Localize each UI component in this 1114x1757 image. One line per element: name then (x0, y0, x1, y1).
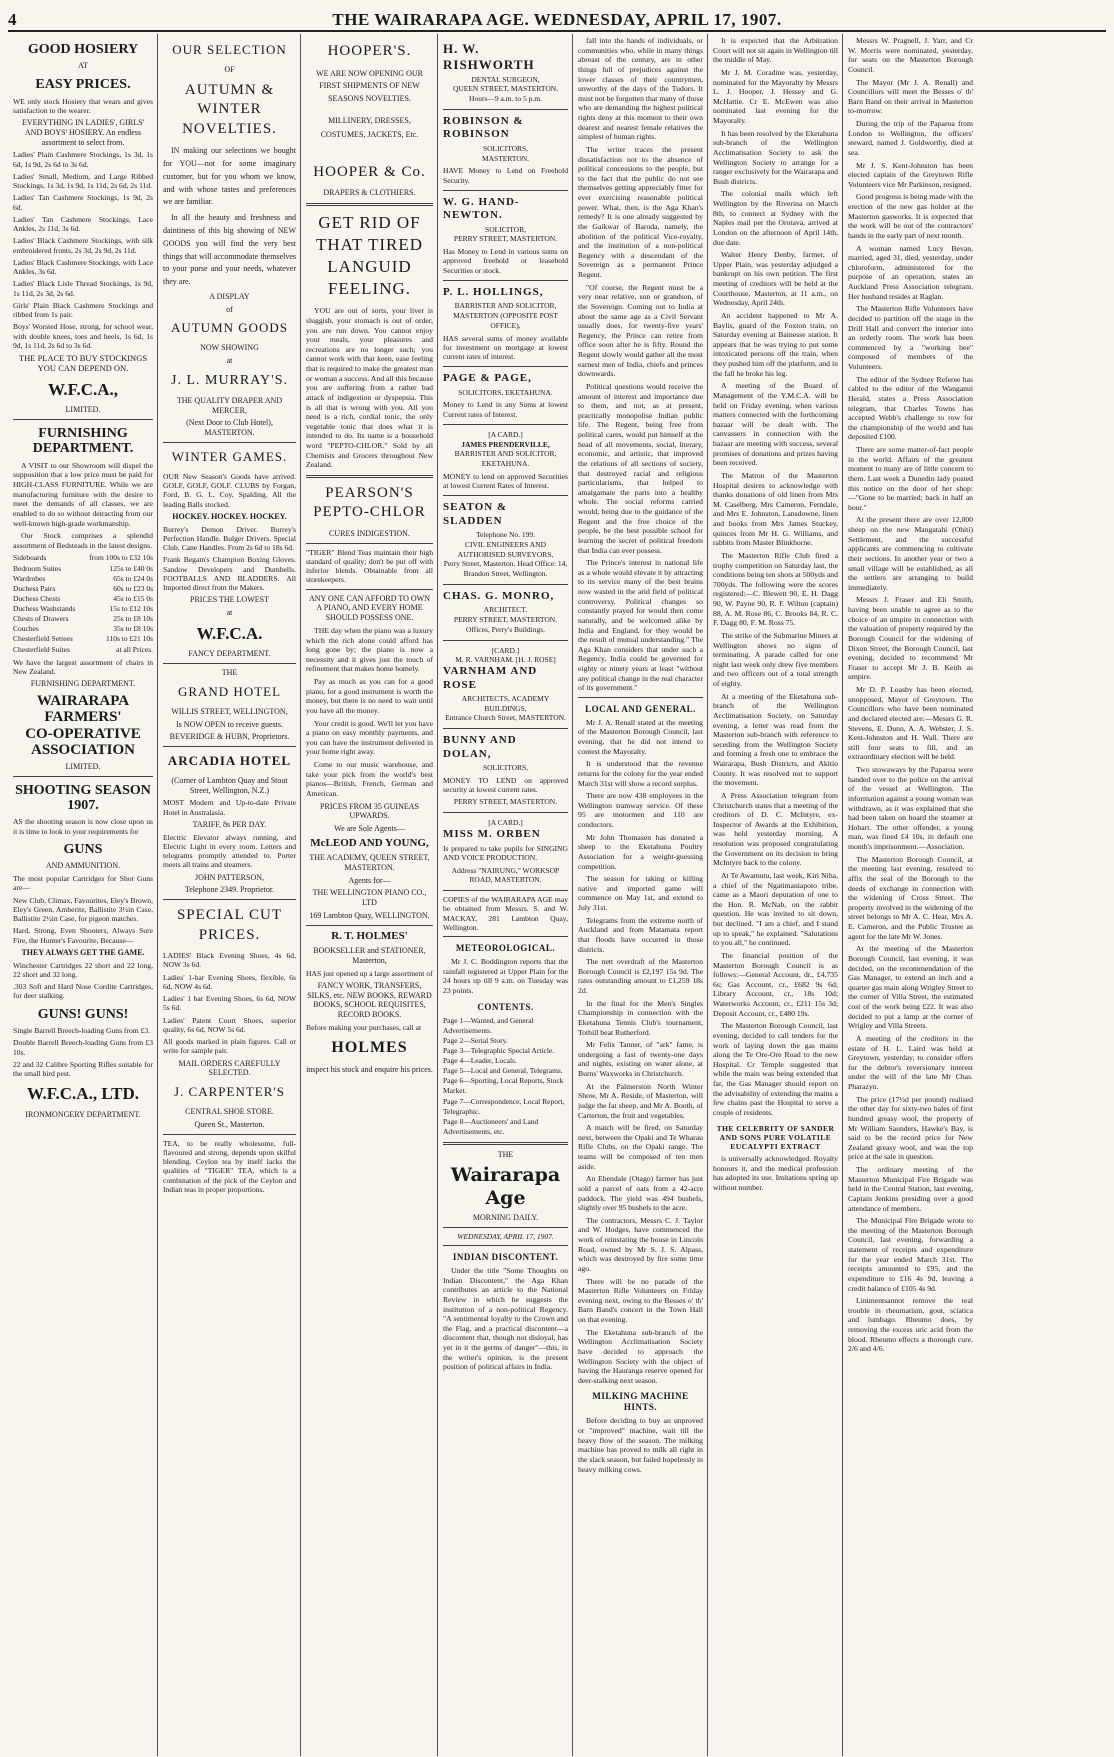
hosiery-list (13, 150, 153, 350)
arcadia-telephone: Telephone 2349. Proprietor. (184, 885, 275, 895)
ammunition-heading: AND AMMUNITION. (45, 861, 121, 871)
local-item: Mr D. P. Loasby has been elected, unopposed, Mayor of Greytown. The Councillors who have been nominated and declared elected are:—Messrs G. R. Stevens, E. Dunn, A. A. Webster, J. S. Kent-Johnston and H. Wall. There are still four seats to fill, and an extraordinary election will be held. (848, 685, 973, 762)
local-item: An accident happened to Mr A. Baylis, guard of the Foxton train, on Saturday evening at Bainesse station. It appears that he was trying to put some intoxicated persons off the train, when they pushed him off the platform, and in the fall he broke his leg. (713, 310, 838, 378)
piano-text-1: THE day when the piano was a luxury which the rich alone could afford has long gone by; the piano is now a necessity and it gives just the touch of refinement that makes home homely. (306, 625, 433, 674)
hosiery-sub: EVERYTHING IN LADIES', GIRLS' AND BOYS' HOSIERY. An endless assortment to select from. (22, 118, 144, 147)
coop-line-1: WAIRARAPA (36, 692, 130, 709)
divider (443, 584, 568, 585)
special-cut-heading: SPECIAL CUT PRICES. (176, 907, 283, 943)
hockey-heading: HOCKEY. HOCKEY. HOCKEY. (172, 511, 287, 521)
price-row: Duchess Pairs 60s to £23 0s (13, 583, 153, 593)
shooting-text-2: The most popular Cartridges for Shot Guns are— (13, 874, 153, 893)
academy-address: THE ACADEMY, QUEEN STREET, MASTERTON. (309, 853, 430, 872)
football-text: Frank Begam's Champion Boxing Gloves. Sandow Developers and Dumbells. FOOTBALLS AND BLADDERS. All Imported direct from the Makers. (163, 555, 296, 593)
holmes-text-3: inspect his stock and enquire his prices. (306, 1064, 433, 1074)
rishworth-card: H. W. RISHWORTH DENTAL SURGEON, QUEEN STREET, MASTERTON. Hours—9 a.m. to 5 p.m. (443, 41, 568, 104)
price-row: Chesterfield Suites at all Prices. (13, 644, 153, 654)
winter-games-heading: WINTER GAMES. (171, 448, 288, 464)
selection-of: OF (224, 64, 235, 74)
prenderville-card: [A CARD.] JAMES PRENDERVILLE, BARRISTER AND SOLICITOR, EKETAHUNA. MONEY to lend on approved Securities at lowest Current Rates of Interest. (443, 429, 568, 491)
local-item: Linimentsannot remove the real trouble in rheumatism, gout, sciatica and lumbago. Rheumo does, by removing the excess uric acid from the blood. Rheumo effects a thorough cure. 2/6 and 4/6. (848, 1296, 973, 1354)
guns-heading: GUNS (63, 841, 103, 857)
monro-card: CHAS. G. MONRO, ARCHITECT. PERRY STREET, MASTERTON. Offices, Perry's Buildings. (443, 589, 558, 634)
copies-notice: COPIES of the WAIRARAPA AGE may be obtained from Messrs. S. and W. MACKAY, 281 Lambton Quay, Wellington. (443, 895, 568, 932)
showing-at: at (226, 356, 233, 366)
price-row: Chests of Drawers 25s to £8 10s (13, 614, 153, 624)
cut-price-item: Ladies' 1-bar Evening Shoes, flexible, 6s 6d, NOW 4s 6d. (163, 972, 296, 991)
pearson-heading: PEARSON'S PEPTO-CHLOR (313, 484, 426, 521)
coop-line-4: ASSOCIATION (31, 742, 135, 759)
divider (306, 589, 433, 590)
divider (163, 442, 296, 443)
local-item: A meeting of the Board of Management of the Y.M.C.A. will be held on Friday evening, when various matters connected with the forthcoming bazaar will be dealt with. The canvassers in connection with the bazaar are meeting with success, several promises of donations and prizes having been received. (713, 381, 838, 468)
local-item: It has been resolved by the Eketahuna sub-branch of the Wellington Acclimatisation Society to ask the Wellington Society to arrange for a ranger exclusively for the Wairarapa and Bush districts. (713, 128, 838, 186)
newton-card: W. G. HAND-NEWTON. SOLICITOR, PERRY STREET, MASTERTON. Has Money to Lend in various sums on approved freehold or leasehold Securities or stock. (443, 195, 568, 275)
local-item: Telegrams from the extreme north of Auckland and from Matamata report that floods have occurred in those districts. (578, 915, 703, 954)
coop-line-2: FARMERS' (44, 709, 122, 726)
local-item: At the meeting of the Masterton Borough Council, last evening, it was decided, on the recommendation of the Gas Manager, to extend an inch and a quarter gas main along Wrigley Street to the corner of Villa Street, the estimated cost of the work being £22. It was also decided to put a lamp at the corner of Wrigley and Villa Streets. (848, 944, 973, 1031)
always-get-game: THEY ALWAYS GET THE GAME. (21, 947, 145, 957)
furnishing-title: FURNISHING DEPARTMENT. (32, 426, 134, 457)
fancy-department: FANCY DEPARTMENT. (188, 649, 271, 659)
local-item: The financial position of the Masterton Borough Council is as follows:—General Account, dr., £4,735 6s; Gas Account, cr., £682 9s 6d; Library Account, cr., 18s 10d; Waterworks Account, cr., £211 15s 3d; Deposit Account, cr., £480 19s. (713, 950, 838, 1018)
local-item: The nett overdraft of the Masterton Borough Council is £2,197 15s 9d. The rates outstanding amount to £1,259 18s 2d. (578, 957, 703, 996)
local-item: The ordinary meeting of the Masterton Municipal Fire Brigade was held in the Central Station, last evening, Captain Jenkins presiding over a good attendance of members. (848, 1165, 973, 1213)
price-row: Sideboards from 100s to £32 10s (13, 553, 153, 563)
issue-date: WEDNESDAY, APRIL 17, 1907. (457, 1231, 554, 1241)
murray-heading: J. L. MURRAY'S. (171, 372, 288, 388)
carpenter-heading: J. CARPENTER'S (174, 1084, 285, 1100)
selection-text-2: In all the beauty and freshness and daintiness of this big showing of NEW GOODS you will find the very best things that will accommodate themselves to your purse and your needs, whatever they are. (163, 213, 296, 287)
varnham-card: [CARD.] M. R. VARNHAM. [H. J. ROSE] VARNHAM AND ROSE ARCHITECTS, ACADEMY BUILDINGS, Entrance Church Street, MASTERTON. (443, 645, 566, 723)
local-item: It is expected that the Arbitration Court will not sit again in Wellington till the middle of May. (713, 36, 839, 65)
display-of: of (226, 304, 233, 314)
murray-address: (Next Door to Club Hotel), MASTERTON. (186, 418, 273, 438)
sander-heading: THE CELEBRITY OF SANDER AND SONS PURE VOLATILE EUCALYPTI EXTRACT (716, 1123, 835, 1151)
cut-price-item: Ladies' 1 bar Evening Shoes, 6s 6d, NOW 5s 6d. (163, 994, 296, 1013)
furnishing-text-2: Our Stock comprises a splendid assortment of Bedsteads in the latest designs. (13, 531, 153, 550)
local-item: The Masterton Borough Council, last evening, decided to call tenders for the work of laying down the gas mains along the Te Ore-Ore Road to the new Hospital. Cr Temple suggested that while the main was being extended that far, the Gas Manager should report on the advisability of extending the mains a few chains past the Hospital to serve a couple of residents. (713, 1021, 838, 1117)
piano-text-3: Your credit is good. We'll let you have a piano on easy monthly payments, and you can have the instrument delivered in your home right away. (306, 718, 433, 757)
local-item: It is understood that the revenue returns for the colony for the year ended March 31st will show a record surplus. (578, 759, 703, 788)
divider (443, 190, 568, 191)
list-item: Page 6—Sporting, Local Reports, Stock Market. (443, 1076, 564, 1096)
milking-text: Before deciding to buy an unproved or "improved" machine, wait till the heavy flow of the season. The milking machine has proved to milk all right in the slack season, but failed hopelessly in heavy milking cows. (578, 1416, 703, 1474)
shooting-text-5: Winchester Cartridges 22 short and 22 long, 22 short and 32 long. (13, 960, 153, 979)
divider (443, 812, 568, 813)
price-row: Bedroom Suites 125s to £40 0s (13, 563, 153, 573)
divider (306, 203, 433, 206)
cut-price-item: Ladies' Patent Court Shoes, superior quality, 6s 6d, NOW 5s 6d. (163, 1015, 296, 1034)
price-row: Couches 35s to £8 10s (13, 624, 153, 634)
selection-heading: OUR SELECTION (172, 42, 287, 57)
prices-lowest: PRICES THE LOWEST (190, 595, 269, 605)
now-showing: NOW SHOWING (200, 343, 259, 353)
article-paragraph: The Prince's interest in national life as a whole would elevate it by attracting to its service many of the best brains now wasted in the arid field of political controversy. Political changes so constantly prayed for would then come naturally, and be welcomed alike by India and England, for they would be the result of mutual understanding." The Aga Khan considers that under such a Regency, India could be governed for eighty or ninety years at least "without any political change in the real character of its government." (578, 558, 703, 693)
list-item: Ladies' Black Cashmere Stockings, with Lace Ankles, 3s 6d. (13, 257, 153, 277)
tea-text: TEA, to be really wholesome, full-flavoured and strong, depends upon skilful blending. Ceylon tea by itself lacks the qualities of "TIGER" TEA, which is a combination of the pick of the Ceylon and Indian teas in proper proportions. (163, 1138, 296, 1194)
article-paragraph: Political questions would receive the amount of interest and importance due to them, and not, as at present, practically monopolise Indian public life. The Regent, being free from political cares, would put himself at the head of all movements, social, literary, economic, and artistic, that improved the relations of all sections of society, that destroyed racial and religious particularisms, that helped to amalgamate the parts into a healthy whole. The social reforms carried would, being due to the guidance of the Regent and the free choice of the people, be the best possible school for learning the secret of political freedom that India can ever possess. (578, 381, 703, 555)
article-paragraph: The writer traces the present dissatisfaction not to the absence of political concessions to the people, but to the fact that the public do not see themselves getting appreciably fitter for ever exercising reasonable political power. What, then, is the Aga Khan's remedy? It is one already suggested by the Gaikwar of Baroda, namely, the abolition of the political Vice-royalty, and the institution of a non-political Regency with a descendant of the Sovereign as a permanent Prince Regent. (578, 144, 703, 279)
column-5 (573, 34, 708, 1756)
local-general-heading: LOCAL AND GENERAL. (585, 703, 696, 714)
local-item: The Masterton Rifle Volunteers have decided to partition off the stage in the Drill Hall and convert the interior into an orderly room. The work has been commenced by a "working bee" composed of members of the Volunteers. (848, 304, 973, 371)
list-item: Page 2—Serial Story. (443, 1035, 508, 1045)
list-item: Ladies' Plain Cashmere Stockings, 1s 3d, 1s 6d, 1s 9d, 2s 6d to 3s 6d. (13, 150, 153, 169)
list-item: Page 8—Auctioneers' and Land Advertisements, etc. (443, 1116, 539, 1136)
divider (443, 1245, 568, 1246)
leader-text: Under the title "Some Thoughts on Indian Discontent," the Aga Khan contributes an article to the National Review in which he suggests the institution of a non-political Regency. "A sentimental loyalty to the Crown and the Flag, and a practical discontent—a discontent that, though not disloyal, has yet in it the germs of danger"—this, in the writer's opinion, is the present position of political affairs in India. (443, 1266, 568, 1372)
local-item: The colonial mails which left Wellington by the Riverina on March 8th, to connect at Sydney with the Naples mail per the Orotava, arrived at London on the afternoon of April 14th, due date. (713, 189, 838, 247)
guns-text-3: 22 and 32 Calibre Sporting Rifles suitable for the small bird pest. (13, 1059, 153, 1079)
rishworth-name: H. W. RISHWORTH (443, 41, 535, 72)
divider (443, 728, 568, 729)
holmes-text-2: Before making your purchases, call at (306, 1022, 422, 1032)
piano-heading: ANY ONE CAN AFFORD TO OWN A PIANO, AND EVERY HOME SHOULD POSSESS ONE. (309, 593, 430, 623)
local-item: Mr J. S. Kent-Johnston has been elected captain of the Greytown Rifle Volunteers vice Mr Parkinson, resigned. (848, 160, 973, 189)
bunny-card: BUNNY AND DOLAN, SOLICITORS, MONEY TO LEND on approved security at lowest current rates. PERRY STREET, MASTERTON. (443, 734, 568, 807)
carpenter-address: Queen St., Masterton. (194, 1119, 265, 1129)
columns (8, 34, 1106, 1756)
local-item: The editor of the Sydney Referee has cabled to the editor of the Wanganui Herald, states a Press Association telegram, that Charles Towns has accepted Webb's challenge to row for the championship of the world and has deposited £100. (848, 374, 973, 442)
price-row: Duchess Chests 45s to £15 0s (13, 593, 153, 603)
divider (163, 663, 296, 664)
hollings-card: P. L. HOLLINGS, BARRISTER AND SOLICITOR, MASTERTON (OPPOSITE POST OFFICE), HAS several sums of money available for investment on mortgage at lowest current rates of interest. (443, 285, 568, 361)
list-item: Page 7—Correspondence, Local Report, Telegraphic. (443, 1096, 565, 1116)
page-number: 4 (8, 10, 17, 29)
milking-heading: MILKING MACHINE HINTS. (592, 1391, 689, 1413)
sander-text: is universally acknowledged. Royalty honours it, and the medical profession has adopted its use. Imitations spring up without number. (713, 1153, 838, 1192)
mcleod-heading: McLEOD AND YOUNG, (310, 836, 429, 849)
agents-for: Agents for— (348, 875, 391, 885)
orben-card: [A CARD.] MISS M. ORBEN Is prepared to take pupils for SINGING AND VOICE PRODUCTION. Address "NAIRUNG," WORKSOP ROAD, MASTERTON. (443, 818, 568, 885)
prices-from: PRICES FROM 35 GUINEAS UPWARDS. (320, 801, 419, 821)
hosiery-tagline: THE PLACE TO BUY STOCKINGS YOU CAN DEPEND ON. (18, 353, 148, 374)
local-item: There will be no parade of the Masterton Rifle Volunteers on Friday evening next, owing to the Besses o' th' Barn Band's concert in the Town Hall on that evening. (578, 1276, 703, 1325)
local-item: Good progress is being made with the erection of the new gas holder at the Masterton gasworks. It is expected that the work will be out of the contractors' hands in the early part of next month. (848, 192, 973, 240)
local-item: Two stowaways by the Paparoa were handed over to the police on the arrival of the vessel at Wellington. The information against a young woman was withdrawn, as it was explained that she had been taken on board the steamer at Hobart. The other offender, a young man, was fined £4 10s, in default one month's imprisonment.—Association. (848, 765, 973, 851)
local-item: Mr J. M. Coradine was, yesterday, nominated for the Mayoralty by Messrs L. J. Hooper, J. Hessey and G. McHattie. Cr E. McEwen was also nominated last evening for the Mayoralty. (713, 67, 838, 125)
guns-text-2: Double Barrell Breech-loading Guns from £3 10s. (13, 1038, 153, 1057)
hoopers-list: MILLINERY, DRESSES, COSTUMES, JACKETS, Etc. (320, 115, 419, 140)
list-item: Page 3—Telegraphic Special Article. (443, 1045, 555, 1055)
list-item: Girls' Plain Black Cashmere Stockings and ribbed from 1s pair. (13, 300, 153, 320)
holmes-sub: BOOKSELLER and STATIONER, Masterton, (313, 946, 426, 965)
guns-text-1: Single Barrell Breech-loading Guns from £3. (13, 1026, 151, 1036)
cut-price-item: LADIES' Black Evening Shoes, 4s 6d, NOW 3s 6d. (163, 951, 296, 970)
grand-open: Is NOW OPEN to receive guests. (176, 719, 283, 729)
local-item: Mr J. A. Renall stated at the meeting of the Masterton Borough Council, last evening, that he did not intend to contest the Mayoralty. (578, 717, 703, 756)
cut-price-note: All goods marked in plain figures. Call or write for sample pair. (163, 1037, 296, 1056)
divider (306, 543, 433, 544)
list-item: Page 5—Local and General, Telegrams. (443, 1066, 563, 1076)
hoopers-text: WE ARE NOW OPENING OUR FIRST SHIPMENTS OF NEW SEASONS NOVELTIES. (316, 68, 423, 104)
local-item: A Press Association telegram from Christchurch states that a meeting of the creditors of D. C. McIntyre, ex-Inspector of Awards at the Exhibition, was held yesterday morning. A resolution was proposed congratulating the Government on its decision to bring McIntyre back to the colony. (713, 790, 838, 868)
hosiery-title: GOOD HOSIERY (27, 42, 139, 57)
list-item: Page 1—Wanted, and General Advertisements. (443, 1015, 534, 1035)
divider (443, 1227, 568, 1228)
local-item: Mr John Thomasen has donated a sheep to the Eketahuna Poultry Association for a weight-guessing competition. (578, 832, 703, 871)
local-item: There are some matter-of-fact people in the world. Affairs of the greatest moment to many are of little concern to them. Last week a Dunedin lady posted this notice on the door of her shop:—"Gone to be married; back in half an hour." (848, 445, 973, 512)
local-item: A woman named Lucy Bevan, married, aged 31, died, yesterday, under chloroform, administered for the purpose of an operation, states an Auckland Press Association telegram. Her husband resides at Raglan. (848, 243, 973, 301)
arcadia-heading: ARCADIA HOTEL (167, 753, 292, 769)
contents-list (443, 1016, 568, 1138)
local-item: The Municipal Fire Brigade wrote to the meeting of the Masterton Borough Council, last evening, forwarding a statement of receipts and expenditure for the year ended March 31st. The receipts amounted to £95, and the expenditure to £16 4s 9d, leaving a credit balance of £105 4s 9d. (848, 1216, 973, 1293)
hooper-co-heading: HOOPER & Co. (313, 163, 426, 180)
list-item: Ladies' Tan Cashmere Stockings, Lace Ankles, 2s 11d, 3s 6d. (13, 214, 153, 234)
autumn-goods-heading: AUTUMN GOODS (170, 320, 289, 336)
local-item: A meeting of the creditors in the estate of H. L. Laird was held at Greytown, yesterday, to consider offers for the debtor's reversionary interest under the will of the late Mr Chas. Pharazyn. (848, 1033, 973, 1091)
drapers-clothiers: DRAPERS & CLOTHIERS. (323, 188, 416, 198)
list-item: Ladies' Tan Cashmere Stockings, 1s 9d, 2s 6d. (13, 193, 153, 212)
tired-text: YOU are out of sorts, your liver is sluggish, your stomach is out of order, you are run down. You cannot enjoy your meals, your pleasures and recreations are no longer such; you cannot work with that keen, ease feeling that is required to make the greatest man or woman a success. And all this because you are suffering from a rather bad attack of indigestion or dyspepsia. This is all that is wrong with you. All you need is a rich, cordial tonic, the only vegetable tonic that does what it is intended to do. Its name is a household word "PEPTO-CHLOR." Sold by all Chemists and Grocers throughout New Zealand. (306, 306, 433, 470)
piano-text-4: Come to our music warehouse, and take your pick from the world's best pianos—British, French, German and American. (306, 760, 433, 798)
local-item: The contractors, Messrs C. J. Taylor and W. Hodges, have commenced the work of reinstating the house in Lincoln Road, owned by Mr S. J. S. Alpass, which was destroyed by fire some time ago. (578, 1215, 703, 1273)
article-paragraph: fall into the hands of individuals, or communities who, while in many things abreast of the century, are in other things full of prejudices against the lower classes of their countrymen, unworthy of the days of the Tudors. It must not be forgotten that many of those who are demanding the highest political rights deny at this moment to their own dearest and nearest female relatives the simplest of human rights. (578, 36, 703, 142)
autumn-winter-heading: AUTUMN & WINTER NOVELTIES. (182, 81, 277, 137)
central-shoe-store: CENTRAL SHOE STORE. (185, 1107, 274, 1117)
arcadia-proprietor: JOHN PATTERSON, (194, 872, 265, 882)
cures-indigestion: CURES INDIGESTION. (329, 528, 410, 538)
divider (163, 746, 296, 747)
divider (13, 419, 153, 420)
local-item: The Masterton Borough Council, at the meeting last evening, resolved to affix the seal of the Borough to the deeds of exchange in connection with the widening of Cross Street. The property involved in the widening of the street belongs to Mr A. C. Hear, Mrs A. E. Cameron, and the Public Trustee as agent for the late Mr W. Jones. (848, 854, 973, 941)
display-heading: A DISPLAY (209, 291, 250, 301)
local-item: At the Palmerston North Winter Show, Mr A. Reside, of Masterton, will judge the fat sheep, and Mr A. Booth, of Carterton, the fruit and vegetables. (578, 1081, 703, 1120)
games-text: OUR New Season's Goods have arrived. GOLF, GOLF, GOLF. CLUBS by Forgan, Ford, B. G. I., Coy, Spalding. All the leading Balls stocked. (163, 471, 296, 509)
column-6 (708, 34, 843, 1756)
holmes-list: FANCY WORK, TRANSFERS, SILKS, etc. NEW BOOKS, REWARD BOOKS, SCHOOL REQUISITES, RECORD BOOKS. (307, 980, 432, 1020)
wfca-name: W.F.C.A., (47, 379, 119, 399)
robinson-card: ROBINSON & ROBINSON SOLICITORS, MASTERTON. HAVE Money to Lend on Freehold Security. (443, 114, 568, 185)
masthead (8, 6, 1106, 32)
shooting-text-6: .303 Soft and Hard Nose Cordite Cartridges, for deer stalking. (13, 982, 153, 1001)
list-item: Ladies' Small, Medium, and Large Ribbed Stockings, 1s 3d, 1s 9d, 1s 11d, 2s 6d, 2s 11d. (13, 171, 153, 191)
divider (443, 280, 568, 281)
column-4 (438, 34, 573, 1756)
local-item: At a meeting of the Eketahuna sub-branch of the Wellington Acclimatisation Society, on Saturday evening, a letter was read from the Masterton sub-branch with reference to seceding from the Wellington Society and forming a fresh one to embrace the Wairarapa, Bush Districts, and Akitio County. It was resolved not to support the movement. (713, 691, 838, 788)
ironmongery-dept: IRONMONGERY DEPARTMENT. (25, 1109, 141, 1119)
divider (443, 1142, 568, 1145)
wairarapa-age-masthead: Wairarapa Age (450, 1163, 561, 1210)
wfca-limited: LIMITED. (65, 405, 101, 415)
holmes-name: R. T. HOLMES' (331, 929, 408, 942)
divider (306, 475, 433, 478)
guns-guns-heading: GUNS! GUNS! (37, 1006, 129, 1022)
wfca-fancy-name: W.F.C.A. (196, 623, 263, 643)
hosiery-at: AT (78, 61, 88, 71)
arcadia-text: MOST Modern and Up-to-date Private Hotel in Australasia. (163, 798, 296, 817)
divider (13, 776, 153, 777)
leader-heading: INDIAN DISCONTENT. (452, 1252, 559, 1263)
local-item: In the final for the Men's Singles Championship in connection with the Eketahuna Tennis Club's tournament, Tothill beat Rutherford. (578, 998, 703, 1037)
divider (163, 899, 296, 900)
get-rid-heading: GET RID OF THAT TIRED LANGUID FEELING. (315, 212, 424, 299)
local-item: The Matron of the Masterton Hospital desires to acknowledge with thanks donations of old linen from Mrs M. Caselberg, Mrs Cameron, Ferndale, and Mrs E. Johnston, Lansdowne, linen and books from Mrs James Stuckey, quinces from Mr H. G. Williams, and rabbits from Master Blinkhorne. (713, 470, 838, 548)
seaton-card: SEATON & SLADDEN Telephone No. 199. CIVIL ENGINEERS AND AUTHORISED SURVEYORS, Perry Street, Masterton. Head Office: 14, Brandon Street, Wellington. (443, 501, 568, 579)
list-item: Page 4—Leader, Locals. (443, 1056, 517, 1066)
price-row: Chesterfield Settees 110s to £21 10s (13, 634, 153, 644)
furnishing-footer: We have the largest assortment of chairs in New Zealand. (13, 657, 153, 676)
hosiery-prices: EASY PRICES. (35, 77, 131, 93)
article-paragraph: "Of course, the Regent must be a very near relative, son or grandson, of the Sovereign. Coming out to India at about the same age as a Civil Servant usually does, for twenty-five years' Regency, the Prince can retire from office soon after he is fifty. Round the Regent slowly would gather all the most earnest men of India, chiefs and princes downwards. (578, 282, 703, 379)
local-item: At the present there are over 12,000 sheep on the new Mangatahi (Ohiti) Settlement, and the successful applicants are commencing to cultivate their sections. In another year or two a small village will be established, as all the settlers are arranging to build immediately. (848, 515, 973, 592)
furniture-price-list (13, 553, 153, 654)
shooting-title: SHOOTING SEASON 1907. (15, 782, 151, 814)
local-item: Messrs W. Pragnell, J. Yarr, and Cr W. Morris were nominated, yesterday, for seats on the Masterton Borough Council. (848, 36, 973, 74)
holmes-heading: HOLMES (331, 1039, 408, 1057)
local-item: There are now 438 employees in the Wellington tramway service. Of these 95 are motormen and 110 are conductors. (578, 791, 703, 830)
list-item: Ladies' Black Cashmere Stockings, with silk embroidered fronts, 2s 3d, 2s 9d, 2s 11d. (13, 236, 153, 255)
holmes-text: HAS just opened up a large assortment of (306, 968, 433, 978)
list-item: Ladies' Black Lisle Thread Stockings, 1s 9d, 1s 11d, 2s 3d, 2s 6d. (13, 279, 153, 298)
shooting-text: AS the shooting season is now close upon us it is time to look to your requirements for (13, 817, 153, 836)
divider (443, 366, 568, 367)
hosiery-intro: WE only stock Hosiery that wears and gives satisfaction to the wearer. (13, 96, 153, 115)
prices-at: at (226, 608, 233, 618)
tiger-tea-text: "TIGER" Blend Teas maintain their high standard of quality; don't be put off with inferior blends. Obtainable from all storekeepers. (306, 547, 433, 585)
column-2 (158, 34, 301, 1756)
arcadia-address: (Corner of Lambton Quay and Stout Street, Wellington, N.Z.) (171, 775, 288, 795)
grand-the: THE (221, 668, 238, 678)
furnishing-dept: FURNISHING DEPARTMENT. (30, 679, 136, 689)
morning-daily: MORNING DAILY. (472, 1213, 539, 1223)
divider (306, 925, 433, 926)
local-item: The Masterton Rifle Club fired a trophy competition on Saturday last, the conditions being ten shots at 500yds and 700yds. The following were the scores registered:—C. Blewett 90, E. H. Dagg 90, W. Payne 90, R. F. Wilton (captain) 88, A. M. Rose 86, C. Brooks 84, R. C. F. Dagg 80, F. M. Ross 75. (713, 550, 838, 628)
sole-agents: We are Sole Agents— (334, 824, 405, 834)
arcadia-tariff: TARIFF, 8s PER DAY. (192, 819, 267, 829)
masthead-the: THE (497, 1150, 514, 1160)
quality-draper: THE QUALITY DRAPER AND MERCER, (176, 395, 283, 415)
column-7 (843, 34, 978, 1756)
local-item: A match will be fired, on Saturday next, between the Opaki and Te Wharau Rifle Clubs, on the Opaki range. The teams will be composed of ten men aside. (578, 1123, 703, 1171)
grand-hotel-heading: GRAND HOTEL (177, 683, 282, 699)
hoopers-heading: HOOPER'S. (327, 43, 412, 59)
mail-orders: MAIL ORDERS CAREFULLY SELECTED. (178, 1058, 281, 1078)
divider (163, 1134, 296, 1135)
lambton-address: 169 Lambton Quay, WELLINGTON. (309, 910, 430, 920)
price-row: Duchess Washstands 15s to £12 10s (13, 604, 153, 614)
local-item: The strike of the Submarine Miners at Wellington shows no signs of terminating. A parade called for one night last week only drew five members and two officers out of a total strength of eighty. (713, 630, 838, 688)
local-item: The Mayor (Mr J. A. Renall) and Councillors will meet the Besses o' th' Barn Band on their arrival in Masterton to-morrow. (848, 77, 973, 116)
local-item: Walter Henry Denby, farmer, of Upper Plain, was yesterday adjudged a bankrupt on his own petition. The first meeting of creditors will be held at the Courthouse, Masterton, at 11 a.m., on Wednesday, April 24th. (713, 250, 838, 308)
piano-text-2: Pay as much as you can for a good piano, for a good instrument is worth the money, but there is no need to wait until you have all the money. (306, 677, 433, 715)
coop-limited: LIMITED. (65, 761, 101, 771)
local-item: Mr Felix Tanner, of "ark" fame, is undergoing a fast of twenty-one days and nights, existing on water alone, at Burns' Waxworks in Christchurch. (578, 1040, 703, 1079)
selection-text-1: IN making our selections we bought for YOU—not for some imaginary customer, but for you whom we know, and with whose tastes and preferences we are familiar. (163, 146, 296, 207)
wfca-ltd: W.F.C.A., LTD. (27, 1084, 139, 1104)
divider (443, 936, 568, 937)
coop-line-3: CO-OPERATIVE (25, 725, 141, 742)
contents-heading: CONTENTS. (477, 1001, 534, 1012)
price-row: Wardrobes 65s to £24 0s (13, 573, 153, 583)
meteorological-heading: METEOROLOGICAL. (455, 943, 556, 954)
local-item: At Te Awamutu, last week, Kiri Niha, a chief of the Ngatimaniapoto tribe, came as a Maori deputation of one to the Hon. R. McNab, on the rabbit question. He was invited to sit down, but declined. "I am a chief, and I stand up to speak," he explained. "Salutations to you all," he continued. (713, 870, 838, 948)
local-item: The season for taking or killing native and imported game will commence on May 1st, and extend to July 31st. (578, 874, 703, 913)
masthead-title: THE WAIRARAPA AGE. WEDNESDAY, APRIL 17, 1907. (332, 10, 782, 29)
column-3 (301, 34, 438, 1756)
divider (443, 424, 568, 425)
column-1 (8, 34, 158, 1756)
divider (443, 640, 568, 641)
shooting-text-4: Hard, Strong, Even Shooters, Always Sure Fire, the Hunter's Favourite, Because— (13, 926, 153, 945)
local-item: An Ebendale (Otago) farmer has just sold a parcel of oats from a 42-acre paddock. The yield was 494 bushels, slightly over 95 bushels to the acre. (578, 1174, 703, 1213)
divider (443, 495, 568, 496)
local-item: Messrs J. Fraser and Eli Smith, having been unable to agree as to the choice of an umpire in connection with the valuation of property required by the Borough Council for the widening of Dixon Street, the Borough Council, last evening, decided to recommend Mr Fraser to accept Mr J. B. Keith as umpire. (848, 595, 973, 682)
page-card: PAGE & PAGE, SOLICITORS, EKETAHUNA. Money to Lend in any Sums at lowest Current rates of Interest. (443, 372, 568, 419)
shooting-text-3: New Club, Climax, Favourites, Eley's Brown, Eley's Green, Amberite, Ballistite 3½in Case, Ballistite 2½in Case, for pigeon matches. (13, 895, 153, 924)
divider (443, 890, 568, 891)
divider (443, 109, 568, 110)
hockey-text: Burrey's Demon Driver. Burrey's Perfection Handle. Bulger Drivers. Special Club. Cane Handles. From 2s 6d to 18s 6d. (163, 524, 296, 553)
local-item: The price (17½d per pound) realised the other day for sixty-two bales of first hundred greasy wool, the property of Mr William Saunders, Hawke's Bay, is said to be the record price for New Zealand greasy wool, and was the top price at the sale in question. (848, 1094, 973, 1162)
divider (578, 697, 703, 698)
arcadia-tariff-text: Electric Elevator always running, and Electric Light in every room. Letters and telegrams promptly attended to. Porter meets all trains and steamers. (163, 832, 296, 870)
local-item: The Eketahuna sub-branch of the Wellington Acclimatisation Society have decided to approach the Wellington Society with the object of having the Hauranga reserve opened for deer-stalking next season. (578, 1327, 703, 1385)
wellington-piano: THE WELLINGTON PIANO CO., LTD (312, 888, 427, 908)
meteorological-text: Mr J. C. Boddington reports that the rainfall registered at Upper Plain for the 24 hours up till 9 a.m. on Tuesday was 23 points. (443, 957, 568, 995)
furnishing-text: A VISIT to our Showroom will dispel the supposition that a low price must be paid for HIGH-CLASS FURNITURE. While we are manufacturing furniture with the desire to meet the demands of all classes, we are enabled to do so without detracting from our well-known high-grade workmanship. (13, 460, 153, 528)
grand-proprietors: BEVERIDGE & HUBN, Proprietors. (169, 732, 290, 742)
grand-address: WILLIS STREET, WELLINGTON, (171, 706, 288, 716)
list-item: Boys' Worsted Hose, strong, for school wear, with double knees, toes and heels, 1s 6d, 1s 9d, 1s 11d, 2s 6d to 3s 6d. (13, 322, 153, 350)
local-item: During the trip of the Paparoa from London to Wellington, the officers' steward, named J. Goldworthy, died at sea. (848, 119, 973, 157)
